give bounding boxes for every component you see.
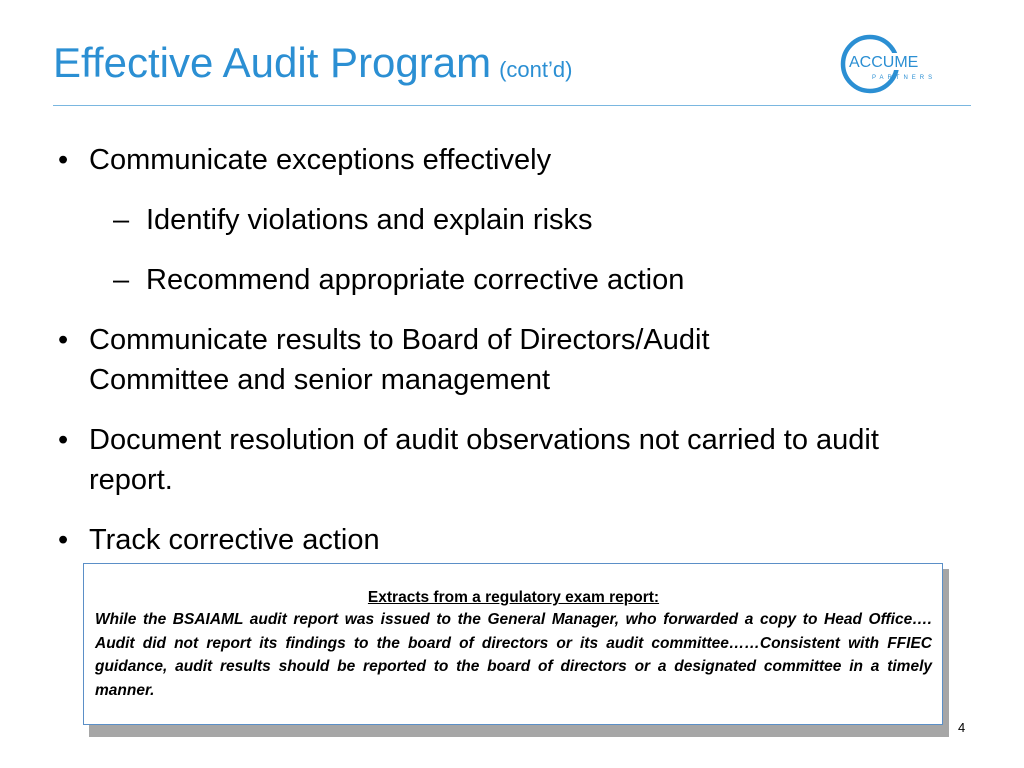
bullet-list [58, 140, 958, 580]
bullet-item [58, 420, 958, 500]
bullet-item [58, 520, 958, 560]
logo-tagline: PARTNERS [872, 75, 937, 81]
sub-bullet-item [58, 200, 958, 240]
bullet-item [58, 140, 958, 180]
sub-bullet-text: Identify violations and explain risks [146, 204, 593, 236]
sub-bullet-marker: – [113, 204, 130, 236]
bullet-marker: • [58, 424, 69, 456]
regulatory-extract-callout [83, 563, 943, 725]
title-suffix: (cont’d) [499, 57, 573, 82]
callout-heading: Extracts from a regulatory exam report: [367, 589, 660, 606]
title-main: Effective Audit Program [53, 39, 492, 86]
bullet-marker: • [58, 324, 69, 356]
page-number: 4 [958, 720, 966, 735]
accume-partners-logo [838, 34, 942, 94]
title-divider [53, 105, 971, 106]
sub-bullet-item [58, 260, 958, 300]
bullet-marker: • [58, 144, 69, 176]
bullet-item [58, 320, 958, 400]
bullet-text: Communicate exceptions effectively [89, 144, 552, 176]
logo-wordmark: ACCUME [849, 54, 919, 71]
bullet-marker: • [58, 524, 69, 556]
sub-bullet-marker: – [113, 264, 130, 296]
bullet-text: Document resolution of audit observations not carried to audit report. [89, 424, 879, 496]
sub-bullet-text: Recommend appropriate corrective action [146, 264, 685, 296]
bullet-text: Track corrective action [89, 524, 380, 556]
slide-title [53, 39, 573, 86]
bullet-text: Communicate results to Board of Directors/Audit Committee and senior management [89, 324, 710, 396]
callout-body: While the BSAIAML audit report was issued to the General Manager, who forwarded a copy to Head Office…. Audit did not report its findings to the board of directors or its audit committee……Consistent with FFIEC guidance, audit results should be reported to the board of directors or a designated committee in a timely manner. [95, 611, 932, 699]
